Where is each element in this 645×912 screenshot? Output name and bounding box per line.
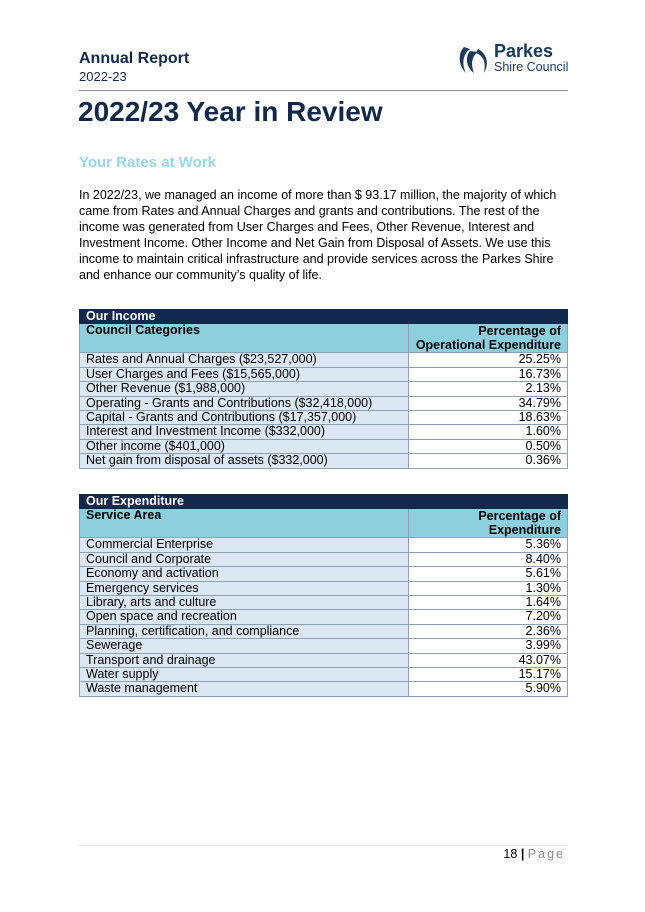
- report-title: Annual Report: [79, 50, 190, 67]
- row-category: Operating - Grants and Contributions ($32,418,000): [80, 396, 409, 410]
- table-row: [80, 425, 568, 439]
- table-row: [80, 439, 568, 453]
- table-row: [80, 682, 568, 696]
- row-category: Commercial Enterprise: [80, 538, 409, 552]
- table-row: [80, 367, 568, 381]
- footer-divider: [79, 845, 568, 846]
- report-year: 2022-23: [79, 69, 127, 84]
- income-col1-header: Council Categories: [80, 324, 409, 353]
- table-row: [80, 454, 568, 468]
- section-heading: Your Rates at Work: [79, 154, 216, 171]
- row-percent: 34.79%: [409, 396, 568, 410]
- row-percent: 0.36%: [409, 454, 568, 468]
- row-category: Other income ($401,000): [80, 439, 409, 453]
- table-row: [80, 411, 568, 425]
- row-percent: 7.20%: [409, 610, 568, 624]
- table-row: [80, 538, 568, 552]
- row-category: Other Revenue ($1,988,000): [80, 382, 409, 396]
- row-category: Capital - Grants and Contributions ($17,357,000): [80, 411, 409, 425]
- expenditure-col2-header: [409, 509, 568, 538]
- table-row: [80, 567, 568, 581]
- row-category: Rates and Annual Charges ($23,527,000): [80, 353, 409, 367]
- income-table-body: [80, 353, 568, 468]
- row-percent: 1.64%: [409, 596, 568, 610]
- row-percent: 1.30%: [409, 581, 568, 595]
- table-title-row: [80, 495, 568, 509]
- logo-wordmark: [494, 42, 568, 74]
- table-row: [80, 552, 568, 566]
- table-row: [80, 668, 568, 682]
- expenditure-col2-header-line2: Expenditure: [488, 523, 561, 538]
- income-col2-header-line1: Percentage of: [478, 324, 561, 339]
- row-percent: 3.99%: [409, 639, 568, 653]
- income-table-title: Our Income: [80, 310, 568, 324]
- table-header-row: [80, 509, 568, 538]
- row-category: Interest and Investment Income ($332,000): [80, 425, 409, 439]
- table-row: [80, 610, 568, 624]
- row-category: Transport and drainage: [80, 653, 409, 667]
- row-category: Council and Corporate: [80, 552, 409, 566]
- table-row: [80, 596, 568, 610]
- expenditure-table-title: Our Expenditure: [80, 495, 568, 509]
- row-percent: 5.61%: [409, 567, 568, 581]
- row-percent: 5.90%: [409, 682, 568, 696]
- page-label: Page: [527, 847, 565, 861]
- row-percent: 2.36%: [409, 624, 568, 638]
- table-row: [80, 382, 568, 396]
- table-row: [80, 353, 568, 367]
- row-percent: 43.07%: [409, 653, 568, 667]
- expenditure-col1-header: Service Area: [80, 509, 409, 538]
- table-row: [80, 396, 568, 410]
- row-percent: 8.40%: [409, 552, 568, 566]
- row-category: Library, arts and culture: [80, 596, 409, 610]
- expenditure-table-body: [80, 538, 568, 696]
- row-percent: 0.50%: [409, 439, 568, 453]
- table-row: [80, 624, 568, 638]
- row-percent: 5.36%: [409, 538, 568, 552]
- table-header-row: [80, 324, 568, 353]
- logo-line2: Shire Council: [494, 60, 569, 74]
- intro-paragraph: In 2022/23, we managed an income of more than $ 93.17 million, the majority of which came from Rates and Annual Charges and grants and contributions. The rest of the income was generated from User Charges and Fees, Other Revenue, Interest and Investment Income. Other Income and Net Gain from Disposal of Assets. We use this income to maintain critical infrastructure and provide services across the Parkes Shire and enhance our community’s quality of life.: [79, 188, 557, 282]
- row-category: Water supply: [80, 668, 409, 682]
- row-percent: 25.25%: [409, 353, 568, 367]
- income-col2-header: [409, 324, 568, 353]
- row-category: Waste management: [80, 682, 409, 696]
- row-percent: 18.63%: [409, 411, 568, 425]
- row-percent: 1.60%: [409, 425, 568, 439]
- table-title-row: [80, 310, 568, 324]
- income-table: [79, 309, 568, 469]
- table-row: [80, 581, 568, 595]
- row-category: Economy and activation: [80, 567, 409, 581]
- row-category: User Charges and Fees ($15,565,000): [80, 367, 409, 381]
- table-row: [80, 639, 568, 653]
- table-row: [80, 653, 568, 667]
- row-category: Emergency services: [80, 581, 409, 595]
- income-col2-header-line2: Operational Expenditure: [415, 338, 561, 353]
- page-title: 2022/23 Year in Review: [78, 96, 383, 127]
- expenditure-table: [79, 494, 568, 697]
- row-percent: 15.17%: [409, 668, 568, 682]
- header-divider: [79, 90, 568, 91]
- row-category: Net gain from disposal of assets ($332,000): [80, 454, 409, 468]
- expenditure-col2-header-line1: Percentage of: [478, 509, 561, 524]
- row-percent: 16.73%: [409, 367, 568, 381]
- logo-line1: Parkes: [494, 41, 554, 61]
- row-category: Planning, certification, and compliance: [80, 624, 409, 638]
- row-category: Sewerage: [80, 639, 409, 653]
- page-number: 18: [503, 847, 518, 861]
- row-percent: 2.13%: [409, 382, 568, 396]
- footer-separator: |: [520, 847, 525, 861]
- row-category: Open space and recreation: [80, 610, 409, 624]
- page-footer: [503, 847, 565, 861]
